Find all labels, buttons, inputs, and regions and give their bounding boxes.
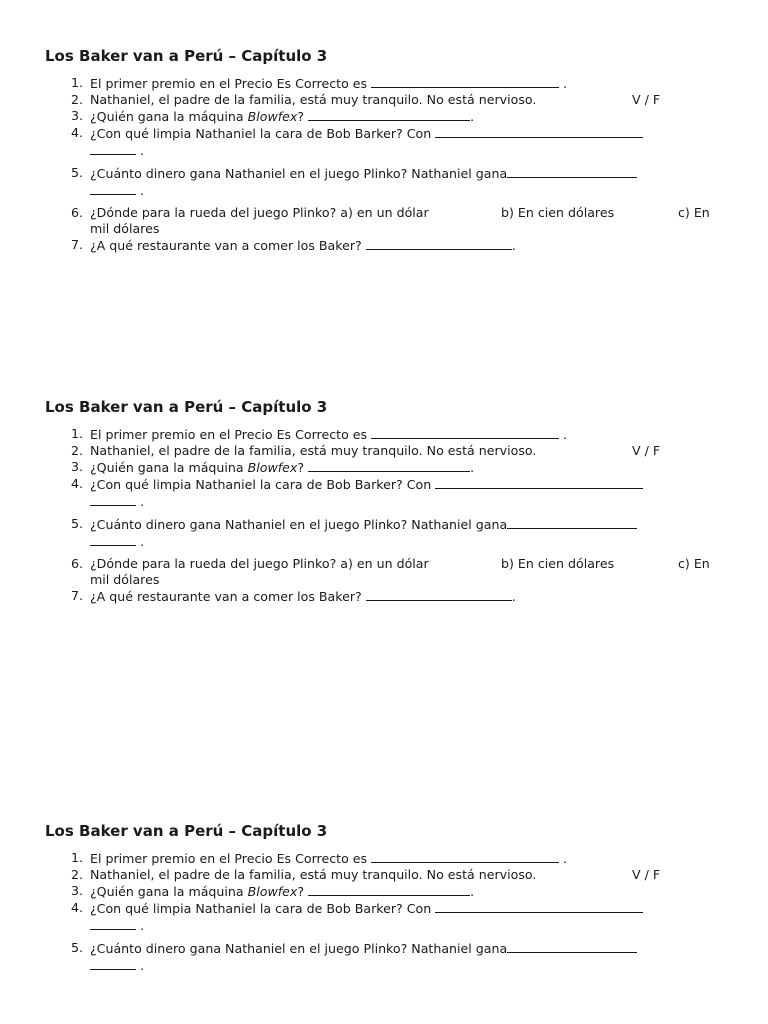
worksheet-title: Los Baker van a Perú – Capítulo 3 (45, 398, 328, 416)
question-2: 2. Nathaniel, el padre de la familia, está muy tranquilo. No está nervioso. V / F (70, 92, 661, 107)
answer-blank-continued[interactable] (90, 493, 136, 506)
answer-blank[interactable] (435, 900, 643, 913)
answer-blank[interactable] (366, 588, 512, 601)
question-3: 3. ¿Quién gana la máquina Blowfex? . (70, 108, 475, 124)
question-7: 7. ¿A qué restaurante van a comer los Baker? . (70, 588, 516, 604)
question-3: 3. ¿Quién gana la máquina Blowfex? . (70, 459, 475, 475)
answer-blank-continued[interactable] (90, 142, 136, 155)
answer-blank-continued[interactable] (90, 182, 136, 195)
true-false-choice[interactable]: V / F (632, 867, 661, 882)
worksheet-3 (45, 822, 725, 980)
answer-blank[interactable] (507, 516, 637, 529)
option-c[interactable]: c) En (678, 205, 710, 220)
worksheet-title: Los Baker van a Perú – Capítulo 3 (45, 822, 328, 840)
true-false-choice[interactable]: V / F (632, 443, 661, 458)
answer-blank[interactable] (371, 75, 559, 88)
answer-blank[interactable] (308, 883, 470, 896)
answer-blank[interactable] (308, 108, 470, 121)
question-5: 5. ¿Cuánto dinero gana Nathaniel en el juego Plinko? Nathaniel gana . (45, 165, 725, 199)
question-6: 6. ¿Dónde para la rueda del juego Plinko? a) en un dólar b) En cien dólares c) En mil dólares (70, 556, 710, 587)
worksheet-2 (45, 398, 725, 605)
question-1: 1. El primer premio en el Precio Es Correcto es . (70, 426, 568, 442)
question-7: 7. ¿A qué restaurante van a comer los Baker? . (70, 237, 516, 253)
option-c[interactable]: c) En (678, 556, 710, 571)
answer-blank[interactable] (507, 940, 637, 953)
answer-blank[interactable] (366, 237, 512, 250)
question-1: 1. El primer premio en el Precio Es Correcto es . (70, 850, 568, 866)
question-2: 2. Nathaniel, el padre de la familia, está muy tranquilo. No está nervioso. V / F (70, 443, 661, 458)
true-false-choice[interactable]: V / F (632, 92, 661, 107)
worksheet-1 (45, 47, 725, 254)
answer-blank[interactable] (435, 476, 643, 489)
question-list (45, 426, 725, 605)
question-4: 4. ¿Con qué limpia Nathaniel la cara de Bob Barker? Con . (45, 476, 725, 510)
question-list (45, 850, 725, 974)
question-4: 4. ¿Con qué limpia Nathaniel la cara de Bob Barker? Con . (45, 125, 725, 159)
worksheet-title: Los Baker van a Perú – Capítulo 3 (45, 47, 328, 65)
question-6: 6. ¿Dónde para la rueda del juego Plinko? a) en un dólar b) En cien dólares c) En mil dólares (70, 205, 710, 236)
option-b[interactable]: b) En cien dólares (501, 205, 615, 220)
question-list (45, 75, 725, 254)
question-5: 5. ¿Cuánto dinero gana Nathaniel en el juego Plinko? Nathaniel gana . (45, 516, 725, 550)
answer-blank[interactable] (308, 459, 470, 472)
question-5: 5. ¿Cuánto dinero gana Nathaniel en el juego Plinko? Nathaniel gana . (45, 940, 725, 974)
answer-blank-continued[interactable] (90, 533, 136, 546)
answer-blank[interactable] (507, 165, 637, 178)
question-3: 3. ¿Quién gana la máquina Blowfex? . (70, 883, 475, 899)
answer-blank-continued[interactable] (90, 917, 136, 930)
option-b[interactable]: b) En cien dólares (501, 556, 615, 571)
answer-blank[interactable] (435, 125, 643, 138)
answer-blank-continued[interactable] (90, 957, 136, 970)
question-1: 1. El primer premio en el Precio Es Correcto es . (70, 75, 568, 91)
answer-blank[interactable] (371, 426, 559, 439)
question-4: 4. ¿Con qué limpia Nathaniel la cara de Bob Barker? Con . (45, 900, 725, 934)
question-2: 2. Nathaniel, el padre de la familia, está muy tranquilo. No está nervioso. V / F (70, 867, 661, 882)
answer-blank[interactable] (371, 850, 559, 863)
